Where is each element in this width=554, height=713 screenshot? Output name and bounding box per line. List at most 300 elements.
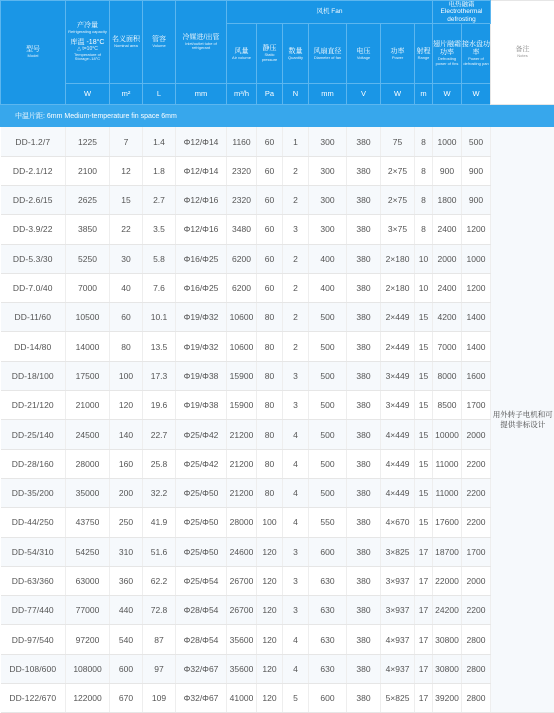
value-cell: 40 [110,273,143,302]
units-row [1,84,554,105]
value-cell: 1000 [462,244,491,273]
value-cell: 15 [415,361,433,390]
value-cell: 77000 [66,596,110,625]
value-cell: 500 [309,303,347,332]
value-cell: Φ19/Φ38 [176,361,227,390]
value-cell: 21200 [227,449,257,478]
value-cell: 2000 [433,244,462,273]
value-cell: 109 [143,684,176,713]
value-cell: Φ12/Φ14 [176,127,227,156]
value-cell: 380 [347,449,381,478]
value-cell: Φ28/Φ54 [176,625,227,654]
value-cell: 10 [415,273,433,302]
value-cell: 380 [347,684,381,713]
value-cell: 51.6 [143,537,176,566]
value-cell: 2×449 [381,332,415,361]
value-cell: 380 [347,303,381,332]
value-cell: 26700 [227,566,257,595]
value-cell: 8 [415,215,433,244]
value-cell: 3 [283,391,309,420]
model-cell: DD-108/600 [1,654,66,683]
value-cell: 4 [283,478,309,507]
value-cell: 500 [309,361,347,390]
value-cell: 15900 [227,391,257,420]
value-cell: 100 [257,508,283,537]
value-cell: 2000 [462,566,491,595]
value-cell: 30800 [433,625,462,654]
model-cell: DD-25/140 [1,420,66,449]
value-cell: 15 [415,508,433,537]
table-row [1,273,554,302]
value-cell: 4 [283,420,309,449]
value-cell: Φ28/Φ54 [176,596,227,625]
value-cell: 500 [309,332,347,361]
table-row [1,303,554,332]
header-tray-defrost: 接水盘功率 Power of defrosting pan [462,24,491,84]
value-cell: 11000 [433,478,462,507]
value-cell: 2800 [462,684,491,713]
model-cell: DD-3.9/22 [1,215,66,244]
value-cell: 5×825 [381,684,415,713]
value-cell: 380 [347,156,381,185]
value-cell: 24200 [433,596,462,625]
value-cell: 80 [257,361,283,390]
value-cell: Φ12/Φ14 [176,156,227,185]
value-cell: 14000 [66,332,110,361]
value-cell: 6200 [227,244,257,273]
value-cell: 60 [257,156,283,185]
value-cell: 108000 [66,654,110,683]
value-cell: 17500 [66,361,110,390]
value-cell: 1700 [462,537,491,566]
table-row [1,420,554,449]
model-cell: DD-77/440 [1,596,66,625]
value-cell: 300 [309,186,347,215]
value-cell: 41.9 [143,508,176,537]
value-cell: Φ25/Φ50 [176,508,227,537]
value-cell: 75 [381,127,415,156]
value-cell: 630 [309,625,347,654]
value-cell: 17 [415,654,433,683]
model-cell: DD-44/250 [1,508,66,537]
value-cell: 21000 [66,391,110,420]
value-cell: 1600 [462,361,491,390]
value-cell: 2200 [462,478,491,507]
value-cell: 72.8 [143,596,176,625]
header-capacity: 产冷量 Refrigerating capacity 库温 -18°C △ t=10°C Temperature of Storage:-18°C [66,1,110,84]
value-cell: 80 [257,478,283,507]
value-cell: Φ25/Φ42 [176,449,227,478]
model-cell: DD-5.3/30 [1,244,66,273]
value-cell: 30 [110,244,143,273]
value-cell: 15900 [227,361,257,390]
value-cell: 21200 [227,478,257,507]
value-cell: 2320 [227,186,257,215]
header-airflow: 风量 Air volume [227,24,257,84]
value-cell: 4200 [433,303,462,332]
value-cell: 15 [415,478,433,507]
value-cell: 120 [110,391,143,420]
value-cell: Φ32/Φ67 [176,684,227,713]
value-cell: 380 [347,215,381,244]
value-cell: 4×449 [381,420,415,449]
value-cell: 4×670 [381,508,415,537]
table-row [1,215,554,244]
value-cell: 10500 [66,303,110,332]
value-cell: 360 [110,566,143,595]
header-defrost-group: 电热融霜 Electrothermal defrosting [433,1,491,24]
value-cell: 120 [257,625,283,654]
value-cell: 4×449 [381,478,415,507]
unit-cell: m [415,84,433,105]
header-model: 型号 Model [1,1,66,105]
value-cell: 4×449 [381,449,415,478]
value-cell: 900 [433,156,462,185]
value-cell: 17 [415,566,433,595]
value-cell: 17 [415,537,433,566]
value-cell: 3 [283,566,309,595]
value-cell: 380 [347,127,381,156]
value-cell: 60 [257,244,283,273]
model-cell: DD-2.1/12 [1,156,66,185]
value-cell: 600 [309,684,347,713]
value-cell: 4 [283,654,309,683]
value-cell: Φ25/Φ54 [176,566,227,595]
value-cell: 2200 [462,508,491,537]
value-cell: 10600 [227,303,257,332]
table-row [1,449,554,478]
notes-cell: 用外转子电机和可提供非标设计 [491,127,554,713]
unit-cell: m³/h [227,84,257,105]
header-fan-group: 风机 Fan [227,1,433,24]
value-cell: 43750 [66,508,110,537]
value-cell: 300 [309,156,347,185]
value-cell: 200 [110,478,143,507]
value-cell: 630 [309,596,347,625]
header-power: 功率 Power [381,24,415,84]
value-cell: 500 [309,478,347,507]
value-cell: 400 [309,273,347,302]
value-cell: Φ16/Φ25 [176,273,227,302]
header-notes: 备注 Notes [491,1,554,105]
value-cell: Φ19/Φ32 [176,332,227,361]
value-cell: 3×937 [381,596,415,625]
value-cell: 10 [415,244,433,273]
header-quantity: 数量 Quantity [283,24,309,84]
value-cell: 28000 [66,449,110,478]
value-cell: Φ12/Φ16 [176,186,227,215]
header-voltage: 电压 Voltage [347,24,381,84]
value-cell: 87 [143,625,176,654]
unit-cell: V [347,84,381,105]
value-cell: 1225 [66,127,110,156]
value-cell: 25.8 [143,449,176,478]
value-cell: 17600 [433,508,462,537]
value-cell: 2000 [462,420,491,449]
value-cell: 2×180 [381,244,415,273]
model-cell: DD-7.0/40 [1,273,66,302]
value-cell: Φ25/Φ50 [176,478,227,507]
model-cell: DD-21/120 [1,391,66,420]
value-cell: 15 [415,449,433,478]
header-range: 射程 Range [415,24,433,84]
value-cell: 22 [110,215,143,244]
value-cell: Φ19/Φ38 [176,391,227,420]
header-area: 名义面积 Nominal area [110,1,143,84]
value-cell: 8 [415,156,433,185]
model-cell: DD-97/540 [1,625,66,654]
table-row [1,654,554,683]
value-cell: 12 [110,156,143,185]
value-cell: 7 [110,127,143,156]
value-cell: Φ16/Φ25 [176,244,227,273]
value-cell: 2100 [66,156,110,185]
table-row [1,566,554,595]
value-cell: 2800 [462,654,491,683]
value-cell: 500 [309,449,347,478]
value-cell: 380 [347,508,381,537]
value-cell: 7.6 [143,273,176,302]
table-row [1,391,554,420]
header-pipe: 冷媒进/出管 Inlet/outlet tube of refrigerant [176,1,227,84]
value-cell: 2 [283,186,309,215]
header-diameter: 风扇直径 Diameter of fan [309,24,347,84]
value-cell: 60 [257,127,283,156]
value-cell: Φ19/Φ32 [176,303,227,332]
value-cell: 30800 [433,654,462,683]
value-cell: 1200 [462,215,491,244]
value-cell: 22000 [433,566,462,595]
value-cell: 15 [415,420,433,449]
value-cell: 24500 [66,420,110,449]
value-cell: 13.5 [143,332,176,361]
table-row [1,332,554,361]
value-cell: 1800 [433,186,462,215]
value-cell: 60 [257,273,283,302]
value-cell: 500 [309,420,347,449]
value-cell: 120 [257,596,283,625]
unit-cell: L [143,84,176,105]
value-cell: 380 [347,186,381,215]
model-cell: DD-54/310 [1,537,66,566]
value-cell: 380 [347,625,381,654]
value-cell: 19.6 [143,391,176,420]
value-cell: 80 [257,303,283,332]
value-cell: 670 [110,684,143,713]
header-volume: 管容 Volume [143,1,176,84]
value-cell: 4 [283,508,309,537]
value-cell: 1.8 [143,156,176,185]
model-cell: DD-2.6/15 [1,186,66,215]
section-label: 中温片距: 6mm Medium-temperature fin space 6mm [1,105,554,127]
value-cell: 380 [347,332,381,361]
value-cell: 900 [462,156,491,185]
value-cell: 2×75 [381,156,415,185]
value-cell: 140 [110,420,143,449]
value-cell: 3 [283,361,309,390]
value-cell: 8500 [433,391,462,420]
value-cell: 2200 [462,449,491,478]
value-cell: 300 [309,215,347,244]
model-cell: DD-1.2/7 [1,127,66,156]
value-cell: 380 [347,537,381,566]
table-header [1,1,554,105]
table-row [1,596,554,625]
value-cell: 22.7 [143,420,176,449]
value-cell: 4 [283,625,309,654]
value-cell: 35000 [66,478,110,507]
value-cell: 2200 [462,596,491,625]
value-cell: 35600 [227,654,257,683]
value-cell: 380 [347,566,381,595]
value-cell: 1.4 [143,127,176,156]
unit-cell: Pa [257,84,283,105]
table-row [1,478,554,507]
unit-cell: W [433,84,462,105]
value-cell: 2400 [433,215,462,244]
value-cell: 380 [347,273,381,302]
value-cell: 380 [347,420,381,449]
unit-cell: m² [110,84,143,105]
model-cell: DD-14/80 [1,332,66,361]
value-cell: 15 [415,303,433,332]
value-cell: 1 [283,127,309,156]
value-cell: 380 [347,478,381,507]
value-cell: 18700 [433,537,462,566]
value-cell: 900 [462,186,491,215]
value-cell: 24600 [227,537,257,566]
model-cell: DD-28/160 [1,449,66,478]
value-cell: 2800 [462,625,491,654]
value-cell: 630 [309,654,347,683]
table-row [1,361,554,390]
value-cell: 2320 [227,156,257,185]
value-cell: 54250 [66,537,110,566]
value-cell: 80 [257,420,283,449]
value-cell: Φ32/Φ67 [176,654,227,683]
value-cell: 2×180 [381,273,415,302]
value-cell: 17 [415,596,433,625]
value-cell: Φ25/Φ42 [176,420,227,449]
value-cell: 2.7 [143,186,176,215]
value-cell: 2 [283,332,309,361]
value-cell: 63000 [66,566,110,595]
value-cell: 3480 [227,215,257,244]
value-cell: 2400 [433,273,462,302]
value-cell: 2 [283,156,309,185]
table-row [1,156,554,185]
value-cell: 3.5 [143,215,176,244]
value-cell: 540 [110,625,143,654]
value-cell: 4×937 [381,654,415,683]
value-cell: 100 [110,361,143,390]
value-cell: 17 [415,684,433,713]
table-row [1,537,554,566]
value-cell: 380 [347,244,381,273]
value-cell: 60 [110,303,143,332]
value-cell: Φ25/Φ50 [176,537,227,566]
value-cell: 3×825 [381,537,415,566]
value-cell: 380 [347,654,381,683]
value-cell: 1200 [462,273,491,302]
value-cell: 60 [257,215,283,244]
value-cell: 10000 [433,420,462,449]
value-cell: 3×937 [381,566,415,595]
value-cell: 3 [283,215,309,244]
value-cell: 3×75 [381,215,415,244]
value-cell: 17.3 [143,361,176,390]
model-cell: DD-18/100 [1,361,66,390]
model-cell: DD-63/360 [1,566,66,595]
unit-cell: mm [309,84,347,105]
value-cell: 80 [257,449,283,478]
value-cell: 15 [110,186,143,215]
value-cell: 120 [257,537,283,566]
value-cell: 97200 [66,625,110,654]
table-row [1,244,554,273]
value-cell: 380 [347,361,381,390]
value-cell: 97 [143,654,176,683]
value-cell: 2625 [66,186,110,215]
value-cell: 122000 [66,684,110,713]
value-cell: 2 [283,244,309,273]
value-cell: 8 [415,127,433,156]
value-cell: 17 [415,625,433,654]
value-cell: 3×449 [381,361,415,390]
value-cell: 2 [283,273,309,302]
value-cell: 630 [309,566,347,595]
section-band [1,105,554,127]
table-row [1,625,554,654]
model-cell: DD-11/60 [1,303,66,332]
value-cell: 160 [110,449,143,478]
value-cell: 500 [462,127,491,156]
value-cell: 41000 [227,684,257,713]
unit-cell: W [462,84,491,105]
value-cell: 15 [415,332,433,361]
value-cell: 550 [309,508,347,537]
value-cell: 11000 [433,449,462,478]
value-cell: 1400 [462,303,491,332]
value-cell: 32.2 [143,478,176,507]
value-cell: 2 [283,303,309,332]
value-cell: 4 [283,449,309,478]
value-cell: 2×449 [381,303,415,332]
value-cell: 600 [110,654,143,683]
value-cell: 1000 [433,127,462,156]
value-cell: 80 [257,391,283,420]
value-cell: 62.2 [143,566,176,595]
value-cell: 400 [309,244,347,273]
value-cell: 440 [110,596,143,625]
value-cell: 3850 [66,215,110,244]
value-cell: 4×937 [381,625,415,654]
value-cell: 250 [110,508,143,537]
value-cell: 3 [283,596,309,625]
value-cell: 300 [309,127,347,156]
value-cell: 60 [257,186,283,215]
value-cell: 39200 [433,684,462,713]
value-cell: 3 [283,537,309,566]
value-cell: 5 [283,684,309,713]
value-cell: 1400 [462,332,491,361]
table-row [1,684,554,713]
value-cell: 80 [110,332,143,361]
value-cell: 500 [309,391,347,420]
table-row [1,186,554,215]
value-cell: 7000 [66,273,110,302]
value-cell: 5250 [66,244,110,273]
